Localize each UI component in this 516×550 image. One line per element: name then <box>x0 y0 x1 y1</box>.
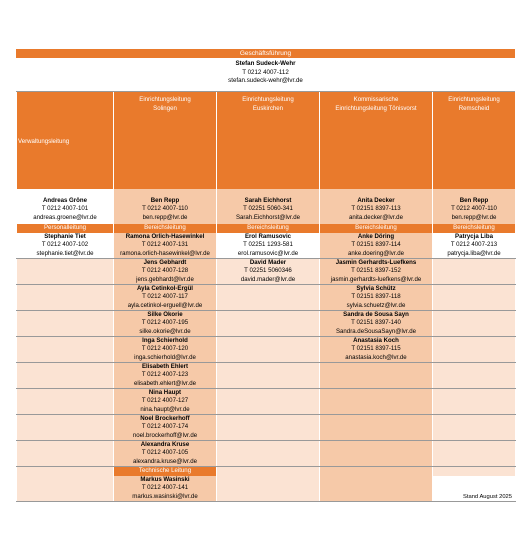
table-row <box>17 337 516 363</box>
lead-cell <box>320 189 433 224</box>
person-cell <box>217 441 320 467</box>
person-cell <box>114 363 217 389</box>
lead-mail[interactable]: ben.repp@lvr.de <box>451 213 497 221</box>
tech-name: Markus Wasinski <box>140 476 190 483</box>
person-mail[interactable]: anastasia.koch@lvr.de <box>345 353 407 361</box>
lead-cell <box>114 189 217 224</box>
person-cell <box>320 259 433 285</box>
person-name: David Mader <box>249 259 287 266</box>
person-mail[interactable]: nina.haupt@lvr.de <box>140 405 190 413</box>
person-name: Alexandra Kruse <box>140 441 190 448</box>
person-name: Stephanie Tiet <box>44 233 86 240</box>
person-cell <box>114 441 217 467</box>
person-mail[interactable]: elisabeth.ehlert@lvr.de <box>133 379 197 387</box>
table-row <box>17 415 516 441</box>
person-name: Ayla Cetinkol-Ergül <box>137 285 193 292</box>
gf-mail[interactable]: stefan.sudeck-wehr@lvr.de <box>228 77 303 85</box>
person-name: Jens Gebhardt <box>143 259 187 266</box>
tech-section-row <box>17 467 516 477</box>
person-name: Ramona Orlich-Hasewinkel <box>125 233 205 240</box>
section-label: Personalleitung <box>17 224 114 233</box>
person-cell <box>17 389 114 415</box>
person-mail[interactable]: patrycja.liba@lvr.de <box>447 249 501 257</box>
person-tel: T 0212 4007-174 <box>141 423 189 431</box>
person-mail[interactable]: alexandra.kruse@lvr.de <box>132 457 198 465</box>
person-tel: T 0212 4007-117 <box>142 293 188 301</box>
person-cell <box>433 363 516 389</box>
lead-tel: T 0212 4007-110 <box>451 205 497 213</box>
lead-mail[interactable]: ben.repp@lvr.de <box>142 213 188 221</box>
lead-cell <box>17 189 114 224</box>
person-cell <box>114 311 217 337</box>
person-mail[interactable]: Sandra.deSousaSayn@lvr.de <box>335 327 417 335</box>
person-cell <box>320 441 433 467</box>
person-name: Inga Schierhold <box>142 337 188 344</box>
person-cell <box>320 363 433 389</box>
lead-mail[interactable]: anita.decker@lvr.de <box>349 213 403 221</box>
person-cell <box>433 233 516 259</box>
person-cell <box>433 441 516 467</box>
lead-cell <box>217 189 320 224</box>
person-name: Sandra de Sousa Sayn <box>343 311 409 318</box>
table-row <box>17 285 516 311</box>
person-mail[interactable]: sylvia.schuetz@lvr.de <box>346 301 406 309</box>
person-cell <box>433 389 516 415</box>
person-cell <box>17 363 114 389</box>
person-cell <box>320 285 433 311</box>
gf-person <box>16 58 515 92</box>
person-cell <box>217 311 320 337</box>
person-name: Anke Döring <box>357 233 395 240</box>
lead-name: Ben Repp <box>459 197 489 205</box>
person-mail[interactable]: silke.okorie@lvr.de <box>139 327 191 335</box>
table-row <box>17 363 516 389</box>
person-cell <box>217 233 320 259</box>
person-cell <box>217 389 320 415</box>
person-tel: T 0212 4007-105 <box>141 449 189 457</box>
person-name: Erol Ramusovic <box>244 233 292 240</box>
gf-tel: T 0212 4007-112 <box>242 68 289 76</box>
person-cell <box>17 285 114 311</box>
person-mail[interactable]: noel.brockerhoff@lvr.de <box>132 431 198 439</box>
lead-name: Sarah Eichhorst <box>244 197 292 205</box>
person-cell <box>433 311 516 337</box>
person-tel: T 02151 8397-118 <box>351 293 401 301</box>
person-name: Anastasia Koch <box>353 337 399 344</box>
person-cell <box>114 259 217 285</box>
person-tel: T 02251 1293-581 <box>243 241 293 249</box>
person-cell <box>17 233 114 259</box>
column-header: Kommissarische Einrichtungsleitung Tönisvorst <box>320 92 433 189</box>
person-tel: T 02151 8397-115 <box>351 345 401 353</box>
person-cell <box>114 233 217 259</box>
person-tel: T 0212 4007-131 <box>141 241 189 249</box>
section-blank <box>17 467 114 477</box>
person-tel: T 02151 8397-140 <box>351 319 401 327</box>
person-cell <box>17 259 114 285</box>
header-row <box>17 92 516 189</box>
person-cell <box>320 311 433 337</box>
person-mail[interactable]: inga.schierhold@lvr.de <box>134 353 196 361</box>
person-cell <box>433 259 516 285</box>
stand-date: Stand August 2025 <box>463 494 512 500</box>
column-header: Einrichtungsleitung Solingen <box>114 92 217 189</box>
person-cell <box>320 389 433 415</box>
column-header: Einrichtungsleitung Remscheid <box>433 92 516 189</box>
person-cell <box>320 415 433 441</box>
person-cell <box>17 337 114 363</box>
person-mail[interactable]: stephanie.tiet@lvr.de <box>36 249 94 257</box>
person-tel: T 0212 4007-120 <box>141 345 189 353</box>
person-cell <box>433 415 516 441</box>
person-cell <box>114 285 217 311</box>
table-row <box>17 311 516 337</box>
person-tel: T 0212 4007-123 <box>141 371 189 379</box>
lead-tel: T 02151 8397-113 <box>351 205 401 213</box>
section-label: Bereichsleitung <box>114 224 217 233</box>
lead-tel: T 0212 4007-110 <box>142 205 188 213</box>
person-mail[interactable]: jens.gebhardt@lvr.de <box>136 275 194 283</box>
gf-title: Geschäftsführung <box>16 49 515 58</box>
person-mail[interactable]: anke.doering@lvr.de <box>348 249 404 257</box>
person-cell <box>217 337 320 363</box>
person-cell <box>114 415 217 441</box>
person-tel: T 02251 5060346 <box>244 267 292 275</box>
section-blank <box>320 467 433 477</box>
person-cell <box>17 441 114 467</box>
person-tel: T 0212 4007-102 <box>41 241 89 249</box>
section-label: Bereichsleitung <box>217 224 320 233</box>
org-chart <box>16 49 515 502</box>
column-header: Verwaltungsleitung <box>17 92 114 189</box>
lead-tel: T 0212 4007-101 <box>41 205 89 213</box>
person-cell <box>114 476 217 502</box>
lead-name: Ben Repp <box>150 197 180 205</box>
tech-tel: T 0212 4007-141 <box>141 484 189 492</box>
column-header: Einrichtungsleitung Euskirchen <box>217 92 320 189</box>
person-name: Nina Haupt <box>148 389 182 396</box>
person-cell <box>17 415 114 441</box>
person-mail[interactable]: ayla.cetinkol-erguell@lvr.de <box>127 301 203 309</box>
person-tel: T 0212 4007-195 <box>141 319 189 327</box>
table-row <box>17 233 516 259</box>
section-label: Bereichsleitung <box>320 224 433 233</box>
person-tel: T 0212 4007-127 <box>141 397 189 405</box>
person-cell <box>433 337 516 363</box>
lead-cell <box>433 189 516 224</box>
tech-mail[interactable]: markus.wasinski@lvr.de <box>132 492 198 500</box>
table-row <box>17 441 516 467</box>
person-cell <box>433 285 516 311</box>
person-cell <box>217 476 320 502</box>
section-row <box>17 224 516 233</box>
section-blank <box>433 467 516 477</box>
person-cell <box>17 311 114 337</box>
lead-name: Anita Decker <box>357 197 395 205</box>
person-name: Noel Brockerhoff <box>140 415 190 422</box>
table-row <box>17 389 516 415</box>
person-cell <box>320 233 433 259</box>
gf-name: Stefan Sudeck-Wehr <box>235 60 296 67</box>
tech-row <box>17 476 516 502</box>
lead-mail[interactable]: andreas.groene@lvr.de <box>33 213 97 221</box>
person-cell <box>17 476 114 502</box>
section-label: Bereichsleitung <box>433 224 516 233</box>
person-name: Silke Okorie <box>147 311 183 318</box>
person-cell <box>217 259 320 285</box>
person-tel: T 02151 8397-114 <box>351 241 401 249</box>
person-name: Sylvia Schütz <box>356 285 396 292</box>
person-mail[interactable]: jasmin.gerhardts-luefkens@lvr.de <box>330 275 422 283</box>
person-cell <box>217 363 320 389</box>
person-name: Elisabeth Ehlert <box>141 363 189 370</box>
lead-row <box>17 189 516 224</box>
person-tel: T 0212 4007-213 <box>450 241 498 249</box>
person-tel: T 0212 4007-128 <box>141 267 189 275</box>
person-name: Jasmin Gerhardts-Luefkens <box>335 259 417 266</box>
person-name: Patrycja Liba <box>455 233 493 240</box>
person-mail[interactable]: erol.ramusovic@lvr.de <box>237 249 299 257</box>
table-row <box>17 259 516 285</box>
person-mail[interactable]: david.mader@lvr.de <box>240 275 296 283</box>
person-cell <box>114 337 217 363</box>
org-table <box>16 92 516 502</box>
lead-name: Andreas Gröne <box>42 197 88 205</box>
person-cell <box>217 415 320 441</box>
lead-tel: T 02251 5060-341 <box>243 205 293 213</box>
person-tel: T 02151 8397-152 <box>351 267 401 275</box>
person-cell <box>114 389 217 415</box>
person-cell <box>217 285 320 311</box>
person-cell <box>320 337 433 363</box>
lead-mail[interactable]: Sarah.Eichhorst@lvr.de <box>235 213 301 221</box>
person-mail[interactable]: ramona.orlich-hasewinkel@lvr.de <box>120 249 210 257</box>
tech-section-label: Technische Leitung <box>114 467 217 477</box>
section-blank <box>217 467 320 477</box>
person-cell <box>320 476 433 502</box>
